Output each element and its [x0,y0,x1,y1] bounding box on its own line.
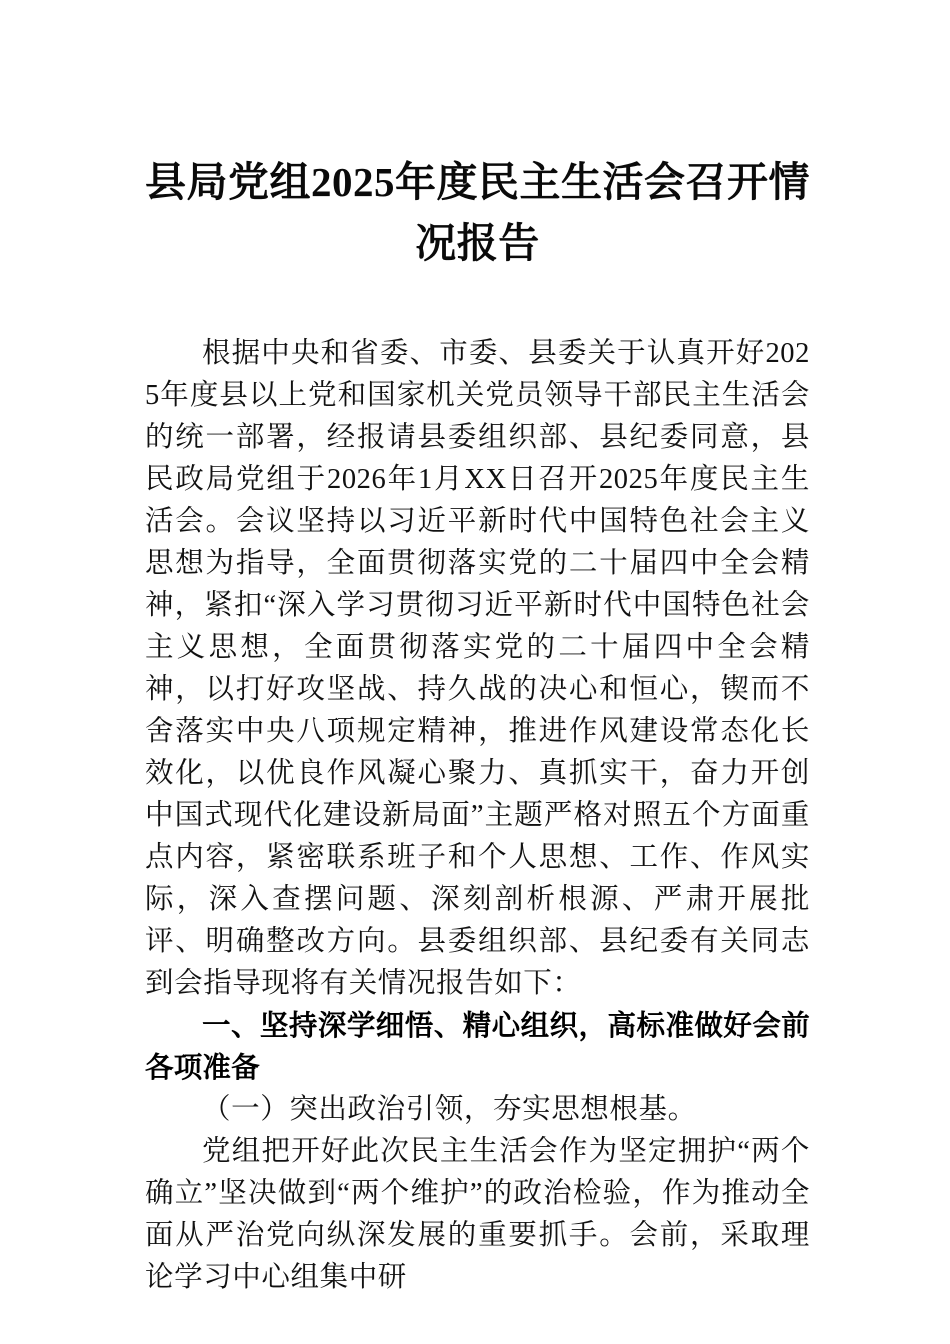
page-title: 县局党组2025年度民主生活会召开情况报告 [145,159,810,266]
paragraph-one-a-body: 党组把开好此次民主生活会作为坚定拥护“两个确立”坚决做到“两个维护”的政治检验，作为推动全面从严治党向纵深发展的重要抓手。会前，采取理论学习中心组集中研 [145,1136,810,1293]
paragraph-opening: 根据中央和省委、市委、县委关于认真开好2025年度县以上党和国家机关党员领导干部民主生活会的统一部署，经报请县委组织部、县纪委同意，县民政局党组于2026年1月XX日召开2025年度民主生活会。会议坚持以习近平新时代中国特色社会主义思想为指导，全面贯彻落实党的二十届四中全会精神，紧扣“深入学习贯彻习近平新时代中国特色社会主义思想，全面贯彻落实党的二十届四中全会精神，以打好攻坚战、持久战的决心和恒心，锲而不舍落实中央八项规定精神，推进作风建设常态化长效化，以优良作风凝心聚力、真抓实干，奋力开创中国式现代化建设新局面”主题严格对照五个方面重点内容，紧密联系班子和个人思想、工作、作风实际，深入查摆问题、深刻剖析根源、严肃开展批评、明确整改方向。县委组织部、县纪委有关同志到会指导现将有关情况报告如下： [145,338,810,999]
section-heading-one: 一、坚持深学细悟、精心组织，高标准做好会前各项准备 [145,1010,810,1084]
document-body [145,333,810,1299]
subsection-heading-one-a: （一）突出政治引领，夯实思想根基。 [202,1094,697,1125]
